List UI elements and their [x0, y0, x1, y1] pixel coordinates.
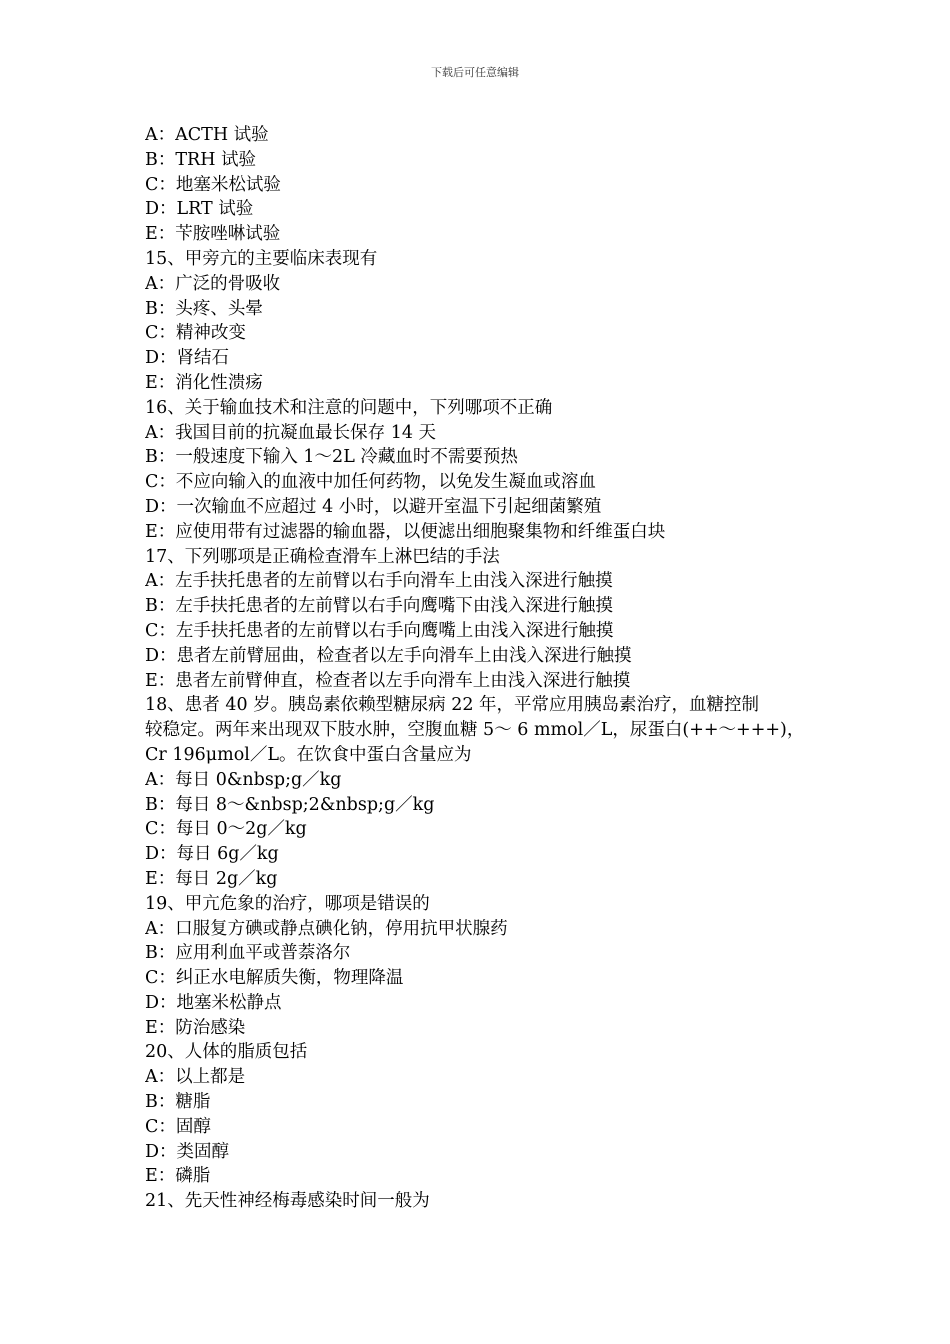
- page-header: [0, 66, 950, 80]
- answer-option: E：防治感染: [145, 1017, 246, 1038]
- answer-option: E：每日 2g／kg: [145, 868, 278, 889]
- answer-option: C：纠正水电解质失衡，物理降温: [145, 968, 404, 989]
- answer-option: E：磷脂: [145, 1166, 211, 1187]
- answer-option: C：每日 0～2g／kg: [145, 819, 307, 840]
- answer-option: B：应用利血平或普萘洛尔: [145, 943, 351, 964]
- question-text: 20、人体的脂质包括: [145, 1042, 308, 1063]
- header-text: 下载后可任意编辑: [431, 66, 519, 79]
- question-text: Cr 196μmol／L。在饮食中蛋白含量应为: [145, 744, 472, 765]
- answer-option: B：一般速度下输入 1～2L 冷藏血时不需要预热: [145, 447, 518, 468]
- answer-option: C：不应向输入的血液中加任何药物，以免发生凝血或溶血: [145, 472, 596, 493]
- answer-option: C：精神改变: [145, 323, 246, 344]
- answer-option: D：每日 6g／kg: [145, 844, 279, 865]
- question-text: 18、患者 40 岁。胰岛素依赖型糖尿病 22 年，平常应用胰岛素治疗，血糖控制: [145, 695, 760, 716]
- document-body: [145, 123, 825, 1214]
- answer-option: A：ACTH 试验: [145, 125, 269, 145]
- question-text: 较稳定。两年来出现双下肢水肿，空腹血糖 5～ 6 mmol／L，尿蛋白(++～+++)，: [145, 720, 805, 741]
- answer-option: C：固醇: [145, 1116, 211, 1137]
- answer-option: C：地塞米松试验: [145, 174, 281, 195]
- answer-option: E：消化性溃疡: [145, 372, 263, 393]
- answer-option: B：左手扶托患者的左前臂以右手向鹰嘴下由浅入深进行触摸: [145, 596, 613, 617]
- answer-option: D：肾结石: [145, 348, 230, 369]
- answer-option: B：每日 8～&nbsp;2&nbsp;g／kg: [145, 794, 435, 815]
- answer-option: E：患者左前臂伸直，检查者以左手向滑车上由浅入深进行触摸: [145, 670, 631, 691]
- answer-option: B：头疼、头晕: [145, 298, 263, 319]
- answer-option: A：口服复方碘或静点碘化钠，停用抗甲状腺药: [145, 918, 508, 939]
- answer-option: D：地塞米松静点: [145, 992, 282, 1013]
- answer-option: D：患者左前臂屈曲，检查者以左手向滑车上由浅入深进行触摸: [145, 645, 632, 666]
- answer-option: B：TRH 试验: [145, 149, 257, 170]
- answer-option: D：类固醇: [145, 1141, 230, 1162]
- answer-option: A：每日 0&nbsp;g／kg: [145, 769, 342, 790]
- answer-option: C：左手扶托患者的左前臂以右手向鹰嘴上由浅入深进行触摸: [145, 620, 614, 641]
- answer-option: A：广泛的骨吸收: [145, 273, 281, 294]
- question-text: 19、甲亢危象的治疗，哪项是错误的: [145, 893, 430, 914]
- question-text: 21、先天性神经梅毒感染时间一般为: [145, 1191, 430, 1212]
- question-text: 17、下列哪项是正确检查滑车上淋巴结的手法: [145, 546, 500, 567]
- answer-option: B：糖脂: [145, 1092, 211, 1113]
- answer-option: D：LRT 试验: [145, 199, 254, 220]
- answer-option: A：我国目前的抗凝血最长保存 14 天: [145, 422, 437, 443]
- answer-option: D：一次输血不应超过 4 小时，以避开室温下引起细菌繁殖: [145, 496, 602, 517]
- answer-option: A：以上都是: [145, 1067, 246, 1088]
- question-text: 16、关于输血技术和注意的问题中，下列哪项不正确: [145, 397, 553, 418]
- answer-option: E：苄胺唑啉试验: [145, 224, 281, 245]
- answer-option: A：左手扶托患者的左前臂以右手向滑车上由浅入深进行触摸: [145, 571, 613, 592]
- answer-option: E：应使用带有过滤器的输血器，以便滤出细胞聚集物和纤维蛋白块: [145, 521, 666, 542]
- question-text: 15、甲旁亢的主要临床表现有: [145, 248, 378, 269]
